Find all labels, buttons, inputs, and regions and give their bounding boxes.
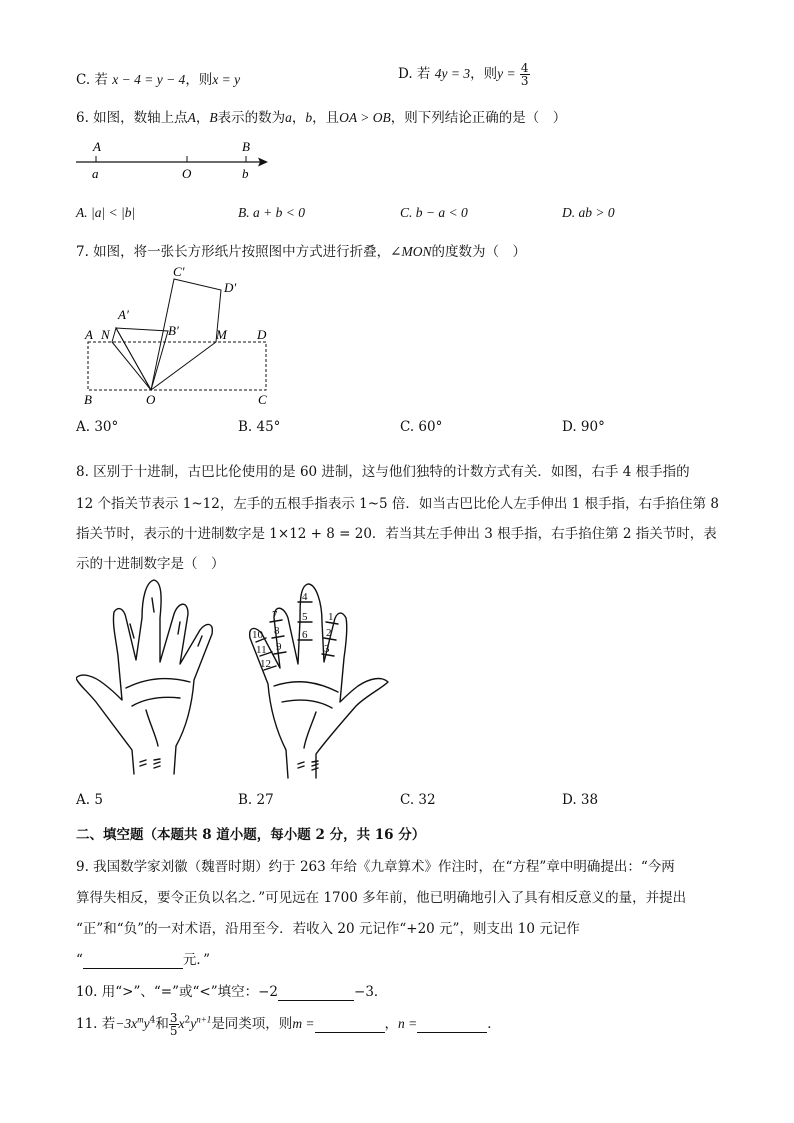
number-line-figure [70,136,280,184]
math-term: x [178,1016,185,1031]
text: “ [76,952,83,968]
text: 7. 如图，将一张长方形纸片按照图中方式进行折叠， [76,244,391,260]
section-heading: 二、填空题（本题共 8 道小题，每小题 2 分，共 16 分） [76,827,426,843]
option-label: D. 若 [398,66,431,82]
q5-option-d [398,62,530,87]
numerator: 4 [520,61,529,75]
label-M: M [216,327,227,342]
q9-line-3: “正”和“负”的一对术语，沿用至今．若收入 20 元记作“+20 元”，则支出 10 元记作 [76,921,580,937]
left-hand-icon [76,580,212,774]
q9-line-4 [76,948,210,969]
q6-option-b: B. a + b < 0 [238,205,305,220]
q9-line-2: 算得失相反，要令正负以名之．”可见远在 1700 多年前，他已明确地引入了具有相反意义的量，并提出 [76,890,687,906]
exponent: n+1 [196,1014,212,1025]
folded-flap-right [151,279,221,390]
denominator: 3 [520,74,529,88]
math-expression: 4y = 3 [434,66,471,81]
text: 的度数为（ ） [431,244,526,260]
label-C-prime: C′ [173,264,185,279]
text: ， [291,110,306,126]
text: ，则 [185,72,213,88]
answer-blank-m[interactable] [315,1016,385,1033]
q8-line-1: 8. 区别于十进制，古巴比伦使用的是 60 进制，这与他们独特的计数方式有关．如图，右手 4 根手指的 [76,464,690,480]
denominator: 5 [169,1024,178,1038]
text: ， [195,110,210,126]
label-a: a [92,166,99,181]
q9-line-1: 9. 我国数学家刘徽（魏晋时期）约于 263 年给《九章算术》作注时，在“方程”章中明确提出：“今两 [76,859,675,875]
label-B-prime: B′ [168,323,179,338]
q8-option-b: B. 27 [238,792,274,808]
text: 11. 若 [76,1016,116,1032]
label-C: C [258,392,267,407]
left-wrist-marks [140,759,160,768]
variable: m = [292,1016,315,1031]
left-palm-crease [126,598,202,746]
q6-option-d: D. ab > 0 [562,205,615,220]
variable: b [305,110,313,125]
label-D-prime: D′ [224,280,237,295]
knuckle-9: 9 [276,641,282,653]
text: ， [384,1016,399,1032]
label-B: B [84,392,92,407]
label-N: N [101,327,110,342]
label-A: A [93,139,101,154]
text: 6. 如图，数轴上点 [76,110,188,126]
q6-option-c: C. b − a < 0 [400,205,468,220]
q6-option-a: A. |a| < |b| [76,205,136,220]
text: −3． [354,984,388,1000]
exponent: m [137,1014,144,1025]
q8-line-3: 指关节时，表示的十进制数字是 1×12 + 8 = 20．若当其左手伸出 3 根手指，右手掐住第 2 指关节时，表 [76,526,717,542]
q11 [76,1012,501,1037]
knuckle-4: 4 [302,591,308,603]
knuckle-11: 11 [256,644,267,656]
knuckle-6: 6 [302,629,308,641]
knuckle-12: 12 [260,658,271,670]
rectangle-dashed [88,342,266,390]
answer-blank[interactable] [83,952,183,969]
knuckle-8: 8 [274,625,280,637]
label-O: O [146,392,156,407]
text: 和 [155,1016,169,1032]
q8-line-4: 示的十进制数字是（ ） [76,556,225,572]
math-expression: OA > OB [339,110,391,125]
q6-stem [76,106,566,126]
knuckle-5: 5 [302,611,308,623]
q7-stem [76,240,526,260]
knuckle-3: 3 [324,643,330,655]
text: ，则 [470,66,498,82]
text: 表示的数为 [217,110,286,126]
q8-line-2: 12 个指关节表示 1~12，左手的五根手指表示 1~5 倍．如当古巴比伦人左手伸出 1 根手指，右手掐住第 8 [76,496,719,512]
knuckle-1: 1 [328,611,334,623]
hands-figure [76,578,396,784]
right-hand-icon [250,584,388,778]
answer-blank-n[interactable] [417,1016,487,1033]
point-label: B [209,110,218,125]
answer-blank[interactable] [278,984,354,1001]
exponent: 4 [149,1015,156,1026]
q5-option-c [76,68,240,88]
q10 [76,980,387,1001]
q8-option-c: C. 32 [400,792,436,808]
math-expression: x = y [212,72,241,87]
text: ，则下列结论正确的是（ ） [390,110,567,126]
label-b: b [242,166,249,181]
folded-triangle-left [112,328,151,390]
numerator: 3 [169,1011,178,1025]
exponent: 2 [184,1015,191,1026]
text: ，且 [312,110,340,126]
fold-figure [76,262,286,410]
knuckle-7: 7 [272,609,278,621]
knuckle-10: 10 [252,629,263,641]
math-expression: ∠MON [390,244,432,259]
label-O: O [182,166,192,181]
text: 10. 用“>”、“=”或“<”填空：−2 [76,984,279,1000]
q7-option-a: A. 30° [76,419,119,435]
q7-option-b: B. 45° [238,419,281,435]
text: 是同类项，则 [211,1016,293,1032]
label-D: D [257,327,267,342]
variable: a [285,110,292,125]
knuckle-2: 2 [326,627,332,639]
q8-option-d: D. 38 [562,792,599,808]
math-expression: x − 4 = y − 4 [112,72,186,87]
text: 元．” [182,952,211,968]
variable: n = [398,1016,418,1031]
math-expression: y = [497,66,516,81]
option-label: C. 若 [76,72,108,88]
q8-option-a: A. 5 [76,792,103,808]
folded-flap-left [116,328,168,390]
fraction [520,62,530,87]
right-wrist-marks [298,761,318,770]
label-A: A [85,327,93,342]
math-term: y [143,1016,150,1031]
label-B: B [242,139,250,154]
q7-option-d: D. 90° [562,419,605,435]
text: ． [487,1016,501,1032]
label-A-prime: A′ [118,307,129,322]
q7-option-c: C. 60° [400,419,443,435]
point-label: A [187,110,196,125]
math-term: −3x [115,1016,138,1031]
fraction [169,1012,179,1037]
math-term: y [190,1016,197,1031]
